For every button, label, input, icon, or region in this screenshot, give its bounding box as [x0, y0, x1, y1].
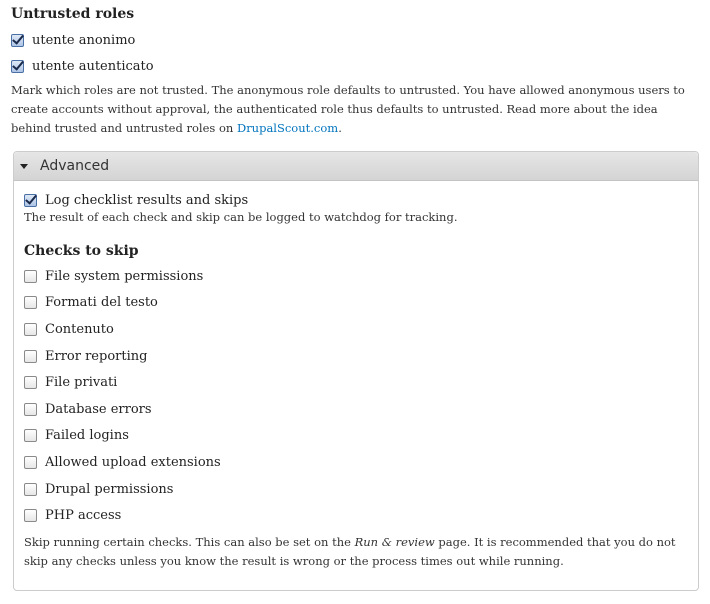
skip-label[interactable]: File system permissions	[45, 268, 204, 284]
skip-row-formati-del-testo[interactable]	[24, 290, 688, 317]
skip-row-error-reporting[interactable]	[24, 343, 688, 370]
role-row-anonymous[interactable]	[11, 27, 701, 53]
skip-label[interactable]: File privati	[45, 375, 118, 391]
skip-description	[24, 533, 688, 571]
skip-checkbox[interactable]	[24, 296, 37, 309]
skip-checkbox[interactable]	[24, 509, 37, 522]
skip-row-allowed-upload-extensions[interactable]	[24, 449, 688, 476]
skip-label[interactable]: Formati del testo	[45, 295, 158, 311]
skip-description-end: page. It is recommended that you do not skip any checks unless you know the result is wrong or the process times out while running.	[24, 534, 676, 568]
role-label-anonymous[interactable]: utente anonimo	[32, 32, 136, 48]
skip-label[interactable]: Allowed upload extensions	[45, 454, 221, 470]
skip-checkbox[interactable]	[24, 376, 37, 389]
advanced-legend[interactable]	[14, 152, 698, 181]
skip-label[interactable]: PHP access	[45, 508, 122, 524]
advanced-body	[14, 181, 698, 571]
untrusted-roles-description	[11, 81, 701, 138]
skip-checkbox[interactable]	[24, 429, 37, 442]
skip-checkbox[interactable]	[24, 483, 37, 496]
untrusted-roles-description-end: .	[338, 121, 342, 135]
advanced-legend-label[interactable]: Advanced	[40, 158, 110, 174]
skip-row-failed-logins[interactable]	[24, 423, 688, 450]
untrusted-roles-description-text: Mark which roles are not trusted. The anonymous role defaults to untrusted. You have allowed anonymous users to create accounts without approval, the authenticated role thus defaults to untrusted. Read more about the idea behind trusted and untrusted roles on	[11, 83, 685, 135]
skip-label[interactable]: Error reporting	[45, 348, 148, 364]
skip-row-contenuto[interactable]	[24, 316, 688, 343]
log-label[interactable]: Log checklist results and skips	[45, 192, 249, 208]
skip-checkbox[interactable]	[24, 403, 37, 416]
role-checkbox-anonymous[interactable]	[11, 34, 24, 47]
skip-label[interactable]: Contenuto	[45, 321, 114, 337]
skip-row-drupal-permissions[interactable]	[24, 476, 688, 503]
skip-checkbox[interactable]	[24, 323, 37, 336]
skip-label[interactable]: Drupal permissions	[45, 481, 174, 497]
skip-row-php-access[interactable]	[24, 502, 688, 529]
skip-description-start: Skip running certain checks. This can also be set on the	[24, 534, 355, 549]
skip-label[interactable]: Failed logins	[45, 428, 129, 444]
log-description: The result of each check and skip can be logged to watchdog for tracking.	[24, 210, 458, 224]
untrusted-roles-heading: Untrusted roles	[11, 6, 135, 22]
advanced-fieldset	[13, 151, 699, 591]
skip-row-file-privati[interactable]	[24, 369, 688, 396]
run-review-emphasis: Run & review	[354, 534, 435, 549]
role-label-authenticated[interactable]: utente autenticato	[32, 58, 154, 74]
skip-row-file-system-permissions[interactable]	[24, 263, 688, 290]
skip-label[interactable]: Database errors	[45, 401, 152, 417]
collapse-triangle-icon[interactable]	[20, 164, 28, 169]
drupalscout-link[interactable]: DrupalScout.com	[236, 121, 339, 135]
role-checkbox-authenticated[interactable]	[11, 60, 24, 73]
log-checkbox[interactable]	[24, 194, 37, 207]
untrusted-roles-section	[11, 5, 701, 138]
skip-row-database-errors[interactable]	[24, 396, 688, 423]
skip-checkbox[interactable]	[24, 270, 37, 283]
role-row-authenticated[interactable]	[11, 53, 701, 79]
skip-checkbox[interactable]	[24, 456, 37, 469]
checks-to-skip-heading: Checks to skip	[24, 243, 139, 259]
skip-checkbox[interactable]	[24, 350, 37, 363]
